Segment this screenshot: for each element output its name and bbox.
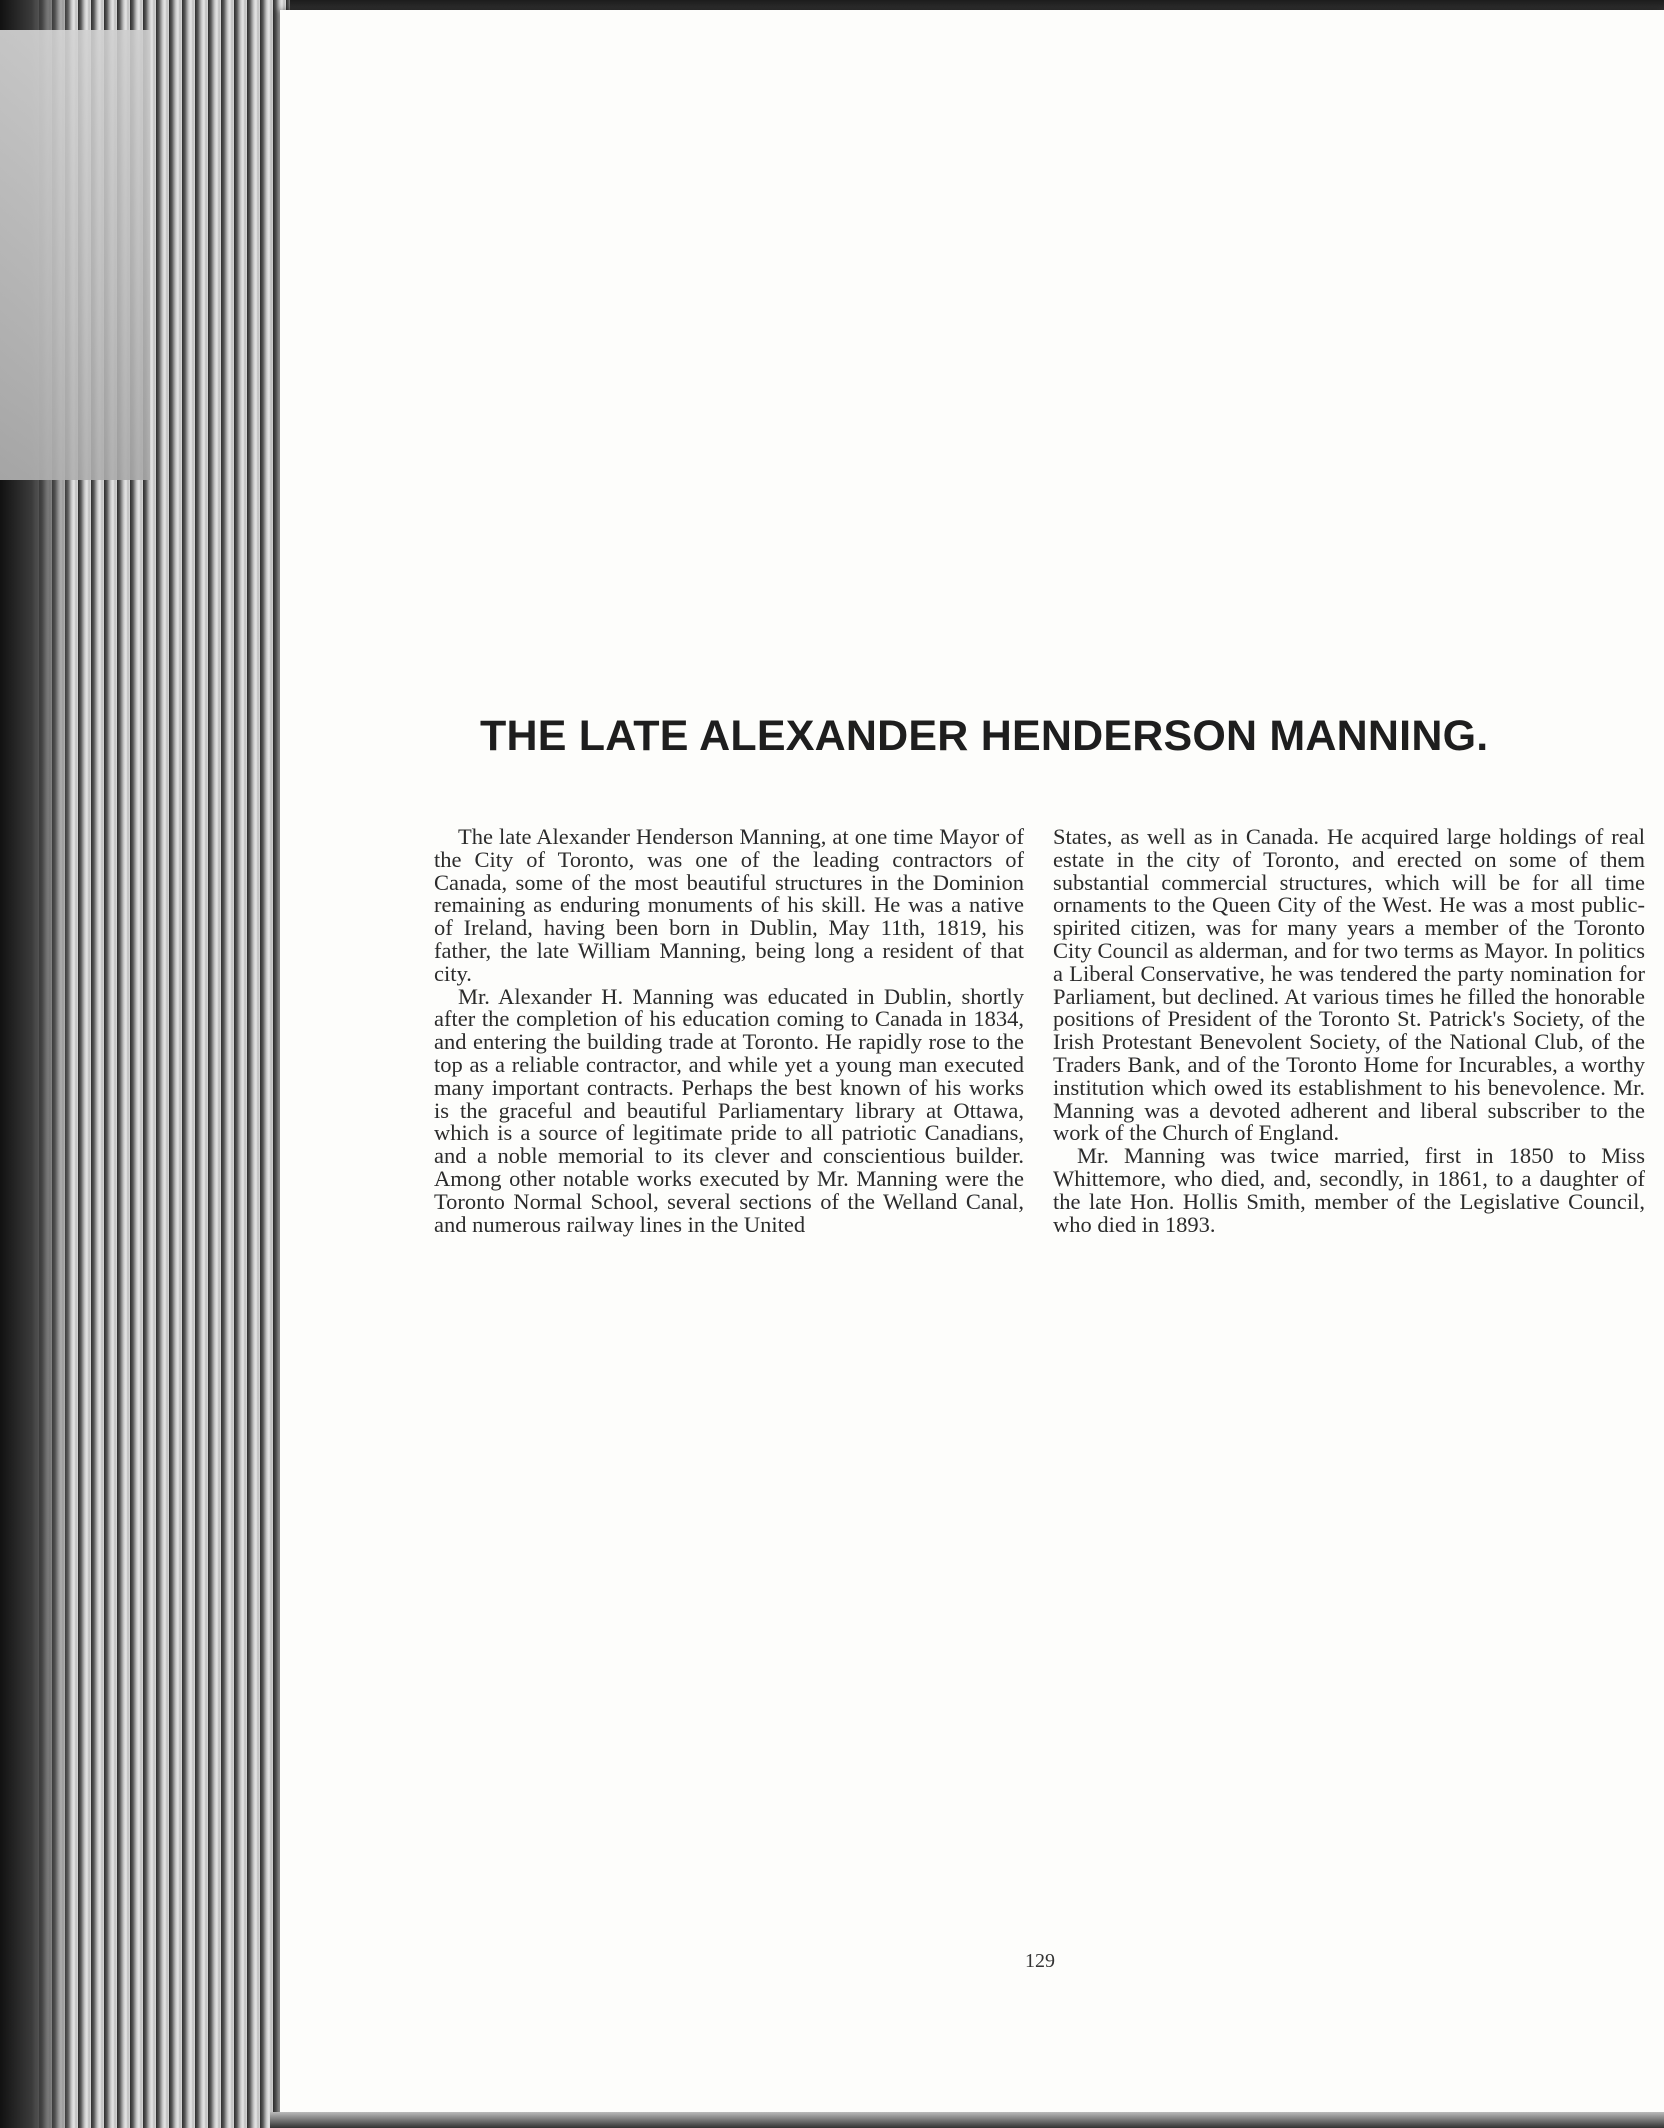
page-bottom-edge [270,2112,1664,2128]
paragraph: The late Alexander Henderson Manning, at one time Mayor of the City of Toronto, was one of the leading contractors of Canada, some of the most beautiful structures in the Dominion remaining as enduring monuments of his skill. He was a native of Ireland, having been born in Dublin, May 11th, 1819, his father, the late William Manning, being long a resident of that city. [434,824,1024,986]
article-title: THE LATE ALEXANDER HENDERSON MANNING. [480,712,1489,760]
paragraph: States, as well as in Canada. He acquired large holdings of real estate in the city of Toronto, and erected on some of them substantial commercial structures, which will be for all time ornaments to the Queen City of the West. He was a most public-spirited citizen, was for many years a member of the Toronto City Council as alderman, and for two terms as Mayor. In politics a Liberal Conservative, he was tendered the party nomination for Parliament, but declined. At various times he filled the honorable positions of President of the Toronto St. Patrick's Society, of the Irish Protestant Benevolent Society, of the National Club, of the Traders Bank, and of the Toronto Home for Incurables, a worthy institution which owed its establishment to his benevolence. Mr. Manning was a devoted adherent and liberal subscriber to the work of the Church of England. [1053,824,1645,1146]
folded-page-corner [0,30,150,480]
paragraph: Mr. Alexander H. Manning was educated in Dublin, shortly after the completion of his education coming to Canada in 1834, and entering the building trade at Toronto. He rapidly rose to the top as a reliable contractor, and while yet a young man executed many important contracts. Perhaps the best known of his works is the graceful and beautiful Parliamentary library at Ottawa, which is a source of legitimate pride to all patriotic Canadians, and a noble memorial to its clever and conscientious builder. Among other notable works executed by Mr. Manning were the Toronto Normal School, several sections of the Welland Canal, and numerous railway lines in the United [434,983,1024,1237]
page-number: 129 [1025,1950,1055,1972]
text-column-left [434,826,1024,1236]
text-column-right [1053,826,1645,1236]
paragraph: Mr. Manning was twice married, first in 1850 to Miss Whittemore, who died, and, secondly, in 1861, to a daughter of the late Hon. Hollis Smith, member of the Legislative Council, who died in 1893. [1053,1143,1645,1237]
